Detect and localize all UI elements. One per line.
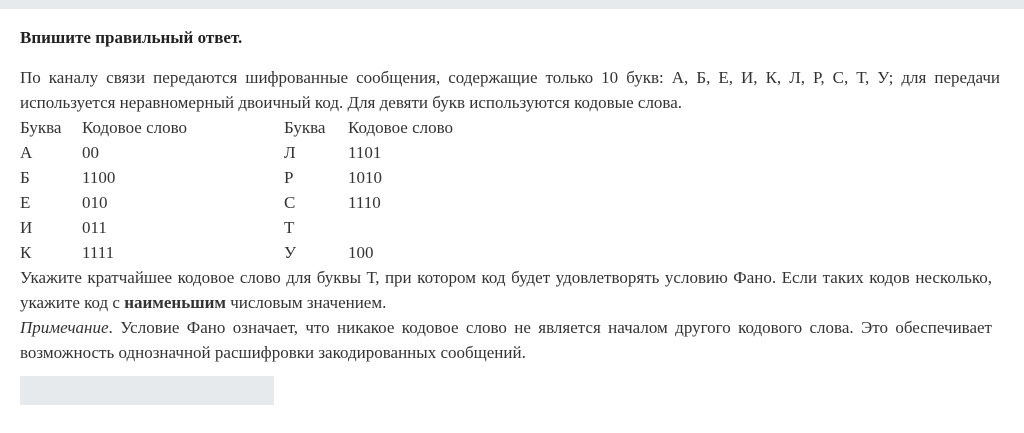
table-cell-code: 1100: [82, 168, 116, 187]
question-emphasis: наименьшим: [124, 293, 226, 312]
task-content: [20, 25, 1000, 365]
table-cell-letter: Р: [284, 168, 294, 187]
table-cell-code: [348, 215, 498, 240]
table-cell-code: 1110: [348, 193, 381, 212]
task-instruction: Впишите правильный ответ.: [20, 28, 243, 47]
table-cell-letter: У: [284, 243, 297, 262]
table-cell-code: 010: [82, 193, 108, 212]
table-cell-letter: Т: [284, 218, 295, 237]
table-cell-code: 1111: [82, 243, 115, 262]
table-cell-code: 011: [82, 218, 107, 237]
table-header-letter: Буква: [284, 118, 326, 137]
table-cell-letter: К: [20, 243, 32, 262]
code-table: [20, 115, 498, 265]
table-cell-code: 1101: [348, 143, 382, 162]
table-cell-letter: Е: [20, 193, 31, 212]
answer-input[interactable]: [20, 376, 274, 405]
table-header-codeword: Кодовое слово: [82, 118, 188, 137]
table-cell-letter: С: [284, 193, 296, 212]
question-text-end: числовым значением.: [225, 293, 387, 312]
table-cell-code: 100: [348, 243, 374, 262]
table-cell-letter: Л: [284, 143, 296, 162]
top-bar: [0, 0, 1024, 9]
table-cell-letter: А: [20, 143, 33, 162]
note-text: . Условие Фано означает, что никакое кодовое слово не является началом другого кодового слова. Это обеспечивает возможность однозначной расшифровки закодированных сообщений.: [20, 318, 992, 362]
table-cell-code: 1010: [348, 168, 382, 187]
task-intro: По каналу связи передаются шифрованные сообщения, содержащие только 10 букв: А, Б, Е, И, К, Л, Р, С, Т, У; для передачи используется неравномерный двоичный код. Для девяти букв используются кодовые слова.: [20, 68, 1000, 112]
note-label: Примечание: [20, 318, 109, 337]
table-header-letter: Буква: [20, 118, 62, 137]
table-header-codeword: Кодовое слово: [348, 118, 454, 137]
table-cell-letter: И: [20, 218, 33, 237]
task-question: [20, 265, 992, 315]
table-cell-letter: Б: [20, 168, 30, 187]
table-cell-code: 00: [82, 143, 99, 162]
task-note: [20, 315, 992, 365]
question-text: Укажите кратчайшее кодовое слово для буквы Т, при котором код будет удовлетворять условию Фано. Если таких кодов несколько, укажите код с: [20, 268, 992, 312]
